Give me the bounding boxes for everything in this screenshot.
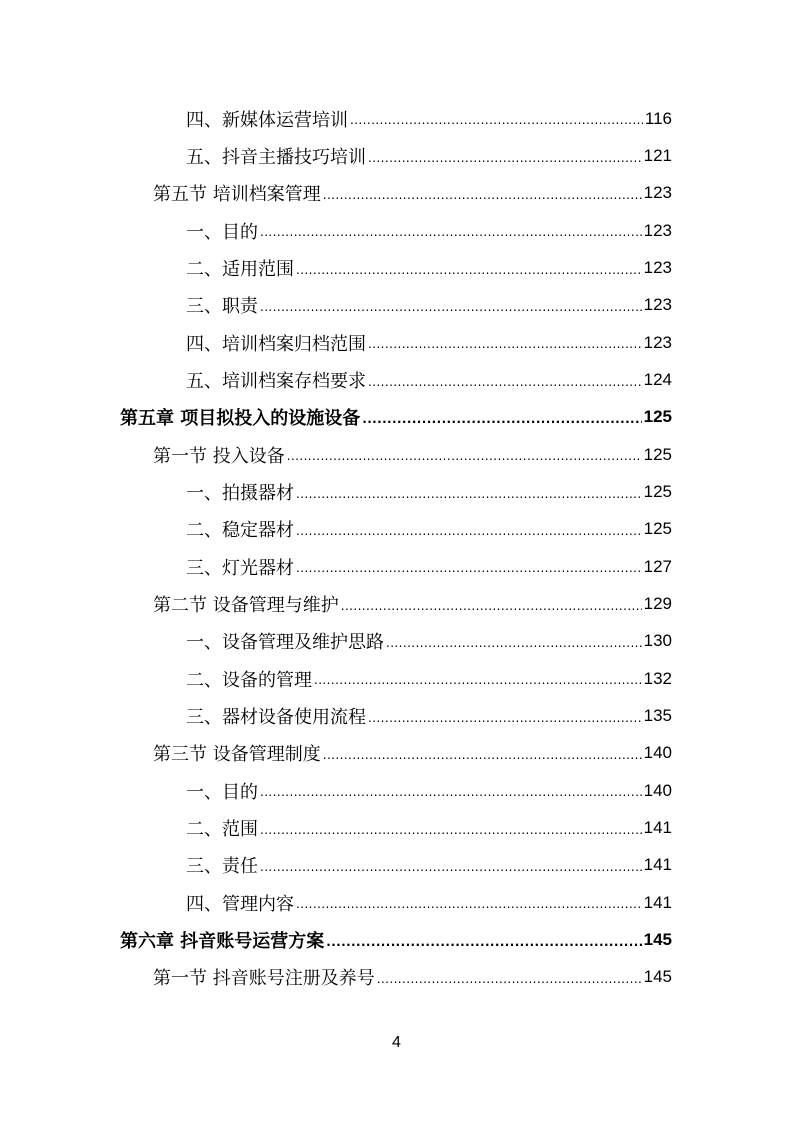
toc-dot-leader [296,483,642,505]
toc-dot-leader [260,296,642,318]
toc-section-entry[interactable] [0,436,793,473]
toc-entry-title: 三、灯光器材 [186,557,294,579]
toc-entry-page-number: 124 [643,369,672,389]
toc-dot-leader [260,781,642,803]
toc-entry-page-number: 116 [644,108,672,128]
toc-dot-leader [368,333,642,355]
toc-subsection-entry[interactable] [0,772,793,809]
toc-entry-title: 五、培训档案存档要求 [186,370,366,392]
toc-subsection-entry[interactable] [0,361,793,398]
toc-dot-leader [260,221,642,243]
toc-entry-page-number: 130 [643,631,672,651]
toc-dot-leader [296,259,642,281]
toc-chapter-entry[interactable] [0,921,793,958]
toc-entry-title: 三、责任 [186,856,258,878]
toc-dot-leader [296,557,642,579]
toc-dot-leader [386,632,642,654]
toc-entry-title: 第三节 设备管理制度 [153,744,321,766]
toc-dot-leader [323,184,642,206]
toc-entry-title: 二、适用范围 [186,258,294,280]
toc-subsection-entry[interactable] [0,473,793,510]
toc-chapter-entry[interactable] [0,399,793,436]
toc-entry-title: 四、新媒体运营培训 [186,109,348,131]
toc-dot-leader [296,893,642,915]
toc-entry-title: 第六章 抖音账号运营方案 [120,930,325,952]
toc-dot-leader [362,408,641,430]
toc-subsection-entry[interactable] [0,100,793,137]
toc-section-entry[interactable] [0,175,793,212]
toc-dot-leader [314,669,642,691]
toc-subsection-entry[interactable] [0,511,793,548]
toc-subsection-entry[interactable] [0,137,793,174]
toc-entry-title: 四、培训档案归档范围 [186,333,366,355]
toc-dot-leader [287,445,642,467]
toc-entry-title: 一、拍摄器材 [186,482,294,504]
toc-entry-title: 一、目的 [186,781,258,803]
toc-entry-title: 第五章 项目拟投入的设施设备 [120,408,361,430]
toc-entry-title: 第二节 设备管理与维护 [153,594,339,616]
toc-subsection-entry[interactable] [0,697,793,734]
table-of-contents [0,100,793,996]
toc-subsection-entry[interactable] [0,548,793,585]
toc-subsection-entry[interactable] [0,249,793,286]
toc-entry-page-number: 129 [643,593,672,613]
toc-dot-leader [323,744,642,766]
toc-entry-page-number: 135 [643,705,672,725]
toc-entry-title: 二、稳定器材 [186,520,294,542]
toc-dot-leader [368,707,642,729]
toc-entry-title: 三、器材设备使用流程 [186,706,366,728]
toc-dot-leader [326,931,641,953]
toc-subsection-entry[interactable] [0,623,793,660]
toc-section-entry[interactable] [0,585,793,622]
toc-entry-page-number: 123 [643,220,672,240]
toc-subsection-entry[interactable] [0,884,793,921]
toc-entry-page-number: 125 [643,444,672,464]
toc-dot-leader [341,595,642,617]
page-number: 4 [392,1034,401,1051]
toc-entry-page-number: 145 [643,929,672,949]
toc-dot-leader [260,856,642,878]
toc-entry-title: 第五节 培训档案管理 [153,184,321,206]
toc-entry-page-number: 132 [643,668,672,688]
toc-entry-page-number: 140 [643,743,672,763]
toc-entry-page-number: 123 [643,295,672,315]
toc-entry-page-number: 140 [643,780,672,800]
toc-entry-page-number: 123 [643,257,672,277]
toc-subsection-entry[interactable] [0,847,793,884]
toc-entry-page-number: 121 [643,145,672,165]
toc-entry-page-number: 125 [643,481,672,501]
toc-entry-title: 二、设备的管理 [186,669,312,691]
toc-section-entry[interactable] [0,735,793,772]
toc-entry-title: 四、管理内容 [186,893,294,915]
toc-entry-page-number: 141 [643,892,672,912]
toc-entry-title: 第一节 投入设备 [153,445,285,467]
toc-dot-leader [260,819,642,841]
toc-entry-page-number: 123 [643,183,672,203]
toc-entry-title: 一、目的 [186,221,258,243]
toc-dot-leader [350,109,643,131]
toc-entry-page-number: 141 [643,817,672,837]
toc-entry-title: 一、设备管理及维护思路 [186,632,384,654]
toc-subsection-entry[interactable] [0,809,793,846]
toc-entry-title: 二、范围 [186,818,258,840]
toc-section-entry[interactable] [0,959,793,996]
toc-subsection-entry[interactable] [0,212,793,249]
toc-dot-leader [377,968,642,990]
toc-entry-title: 五、抖音主播技巧培训 [186,146,366,168]
toc-entry-page-number: 127 [643,556,672,576]
toc-dot-leader [368,371,642,393]
toc-subsection-entry[interactable] [0,660,793,697]
toc-entry-page-number: 141 [643,855,672,875]
toc-entry-page-number: 125 [643,519,672,539]
toc-entry-page-number: 145 [643,967,672,987]
toc-entry-title: 第一节 抖音账号注册及养号 [153,968,375,990]
toc-subsection-entry[interactable] [0,287,793,324]
toc-entry-page-number: 125 [643,407,672,427]
toc-entry-page-number: 123 [643,332,672,352]
toc-subsection-entry[interactable] [0,324,793,361]
toc-entry-title: 三、职责 [186,296,258,318]
toc-dot-leader [368,147,642,169]
toc-dot-leader [296,520,642,542]
